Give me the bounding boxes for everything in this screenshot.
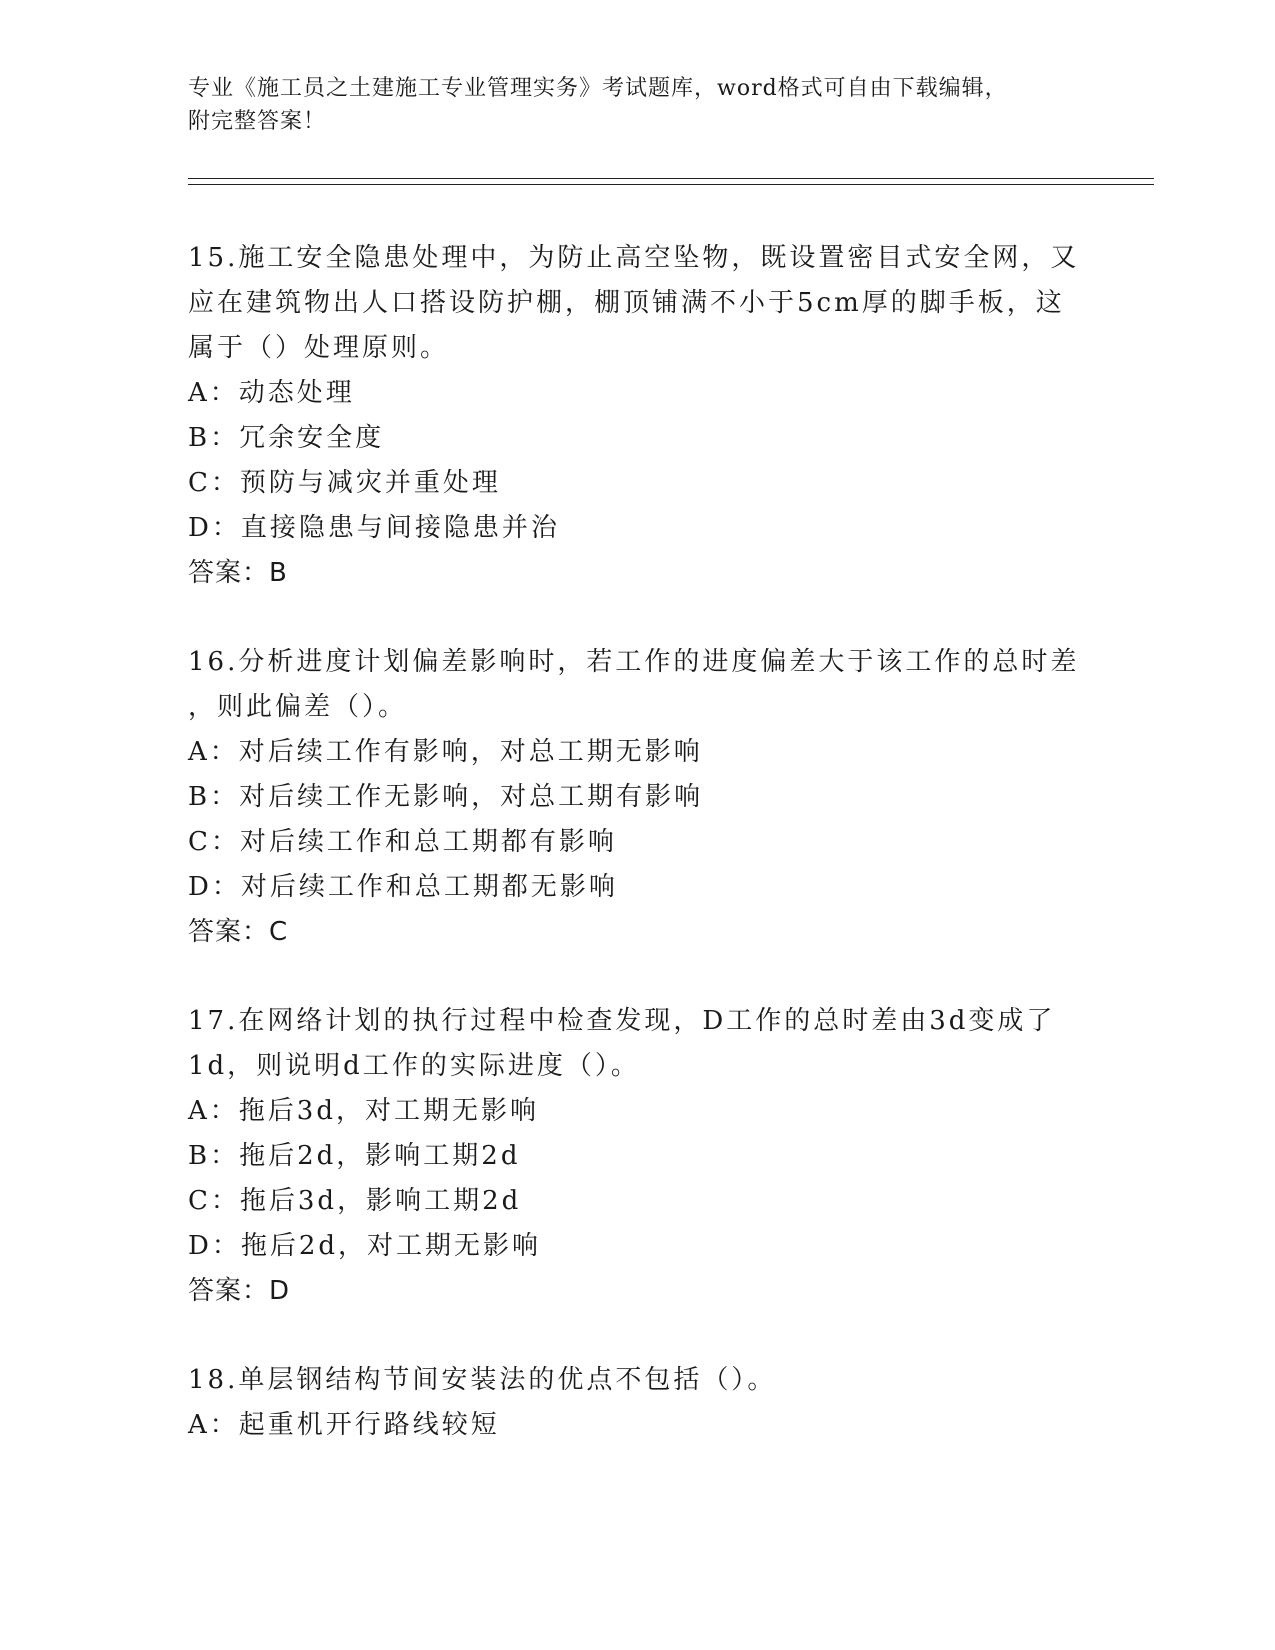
question-stem-line: 17.在网络计划的执行过程中检查发现，D工作的总时差由3d变成了	[188, 1006, 1056, 1036]
question-stem-line: 应在建筑物出人口搭设防护棚，棚顶铺满不小于5cm厚的脚手板，这	[188, 288, 1065, 318]
option: A：起重机开行路线较短	[188, 1410, 500, 1440]
answer: 答案：C	[188, 917, 289, 947]
header-line: 专业《施工员之土建施工专业管理实务》考试题库，word格式可自由下载编辑，	[188, 76, 1008, 101]
question-stem-line: 18.单层钢结构节间安装法的优点不包括（）。	[188, 1365, 777, 1395]
question-stem-line: 15.施工安全隐患处理中，为防止高空坠物，既设置密目式安全网，又	[188, 243, 1080, 273]
option: D：直接隐患与间接隐患并治	[188, 513, 560, 543]
question	[188, 236, 1088, 596]
answer: 答案：B	[188, 558, 288, 588]
question	[188, 1358, 1088, 1448]
question-stem-line: ，则此偏差（）。	[188, 692, 408, 722]
question-list	[188, 236, 1088, 1492]
option: B：冗余安全度	[188, 423, 385, 453]
question-stem-line: 属于（）处理原则。	[188, 333, 450, 363]
document-header	[188, 72, 1088, 138]
header-line: 附完整答案！	[188, 109, 327, 134]
option: B：拖后2d，影响工期2d	[188, 1141, 521, 1171]
question	[188, 640, 1088, 955]
question-stem-line: 16.分析进度计划偏差影响时，若工作的进度偏差大于该工作的总时差	[188, 647, 1080, 677]
header-divider	[188, 184, 1154, 185]
header-divider	[188, 178, 1154, 179]
answer: 答案：D	[188, 1276, 291, 1306]
option: A：动态处理	[188, 378, 355, 408]
option: C：对后续工作和总工期都有影响	[188, 827, 617, 857]
option: C：预防与减灾并重处理	[188, 468, 501, 498]
option: D：拖后2d，对工期无影响	[188, 1231, 542, 1261]
option: C：拖后3d，影响工期2d	[188, 1186, 522, 1216]
option: A：对后续工作有影响，对总工期无影响	[188, 737, 703, 767]
option: A：拖后3d，对工期无影响	[188, 1096, 539, 1126]
option: D：对后续工作和总工期都无影响	[188, 872, 618, 902]
option: B：对后续工作无影响，对总工期有影响	[188, 782, 704, 812]
question-stem-line: 1d，则说明d工作的实际进度（）。	[188, 1051, 640, 1081]
question	[188, 999, 1088, 1314]
